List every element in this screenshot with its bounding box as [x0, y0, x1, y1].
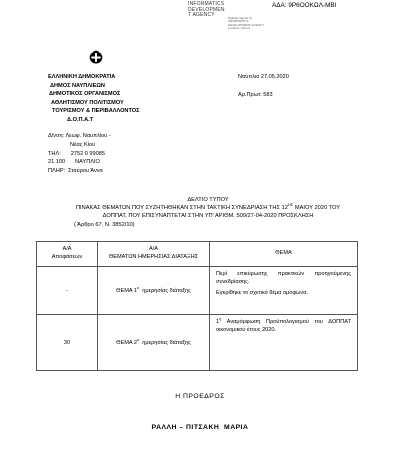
decision-number: 30 [37, 315, 98, 371]
subject-cell [210, 315, 358, 371]
title-line-2: ΠΙΝΑΚΑΣ ΘΕΜΑΤΩΝ ΠΟΥ ΣΥΖΗΤΗΘΗΚΑΝ ΣΤΗΝ ΤΑΚΤΙΚΗ ΣΥΝΕΔΡΙΑΣΗ ΤΗΣ $12^{H\Sigma}$ ΜΑΙΟΥ 2020 ΤΟΥ [75, 202, 341, 212]
stamp-subtext: Digitally signed by INFORMATICS DEVELOPMENT AGENCY Location: Athens [228, 16, 264, 31]
greek-emblem-icon [89, 50, 103, 64]
sender-line: ΔΗΜΟΤΙΚΟΣ ΟΡΓΑΝΙΣΜΟΣ [49, 91, 121, 98]
signatory-name: ΡΑΛΛΗ – ΠΙΤΣΑΚΗ ΜΑΡΙΑ [151, 424, 249, 431]
header-decision-no: Α/Α Αποφάσεων [37, 242, 98, 267]
agenda-topic: ΘΕΜΑ $2^o$ ημερησίας διάταξης [98, 315, 210, 371]
title-law-reference: ( Άρθρο 67, Ν. 3852/10) [74, 221, 135, 228]
agenda-table [36, 241, 358, 371]
info-name: Σταύρου Άννα [68, 168, 103, 175]
table-row [37, 267, 358, 315]
postcode-row [48, 158, 111, 167]
city: ΝΑΥΠΛΙΟ [75, 159, 100, 166]
info-row [48, 167, 111, 176]
info-label: ΠΛΗΡ: [48, 168, 66, 175]
postcode: 21 100 [48, 159, 66, 166]
sender-block [34, 73, 139, 125]
place-date: Ναύπλιο 27.05.2020 [238, 74, 289, 80]
press-release-title [58, 196, 358, 229]
sender-line: ΤΟΥΡΙΣΜΟΥ & ΠΕΡΙΒΑΛΛΟΝΤΟΣ [52, 108, 140, 115]
phone-label: ΤΗΛ: [48, 150, 61, 157]
title-line: ΔΕΛΤΙΟ ΤΥΠΟΥ [187, 197, 229, 203]
contact-block [48, 132, 111, 176]
subject-cell [210, 267, 358, 315]
header-topic-no: Α/Α ΘΕΜΑΤΩΝ ΗΜΕΡΗΣΙΑΣ ΔΙΑΤΑΞΗΣ [98, 242, 210, 267]
subject-text: Περί επικύρωσης πρακτικών προηγούμενης συνεδρίασης. [216, 271, 351, 285]
sender-line: ΔΗΜΟΣ ΝΑΥΠΛΙΕΩΝ [50, 82, 105, 89]
protocol-number: Αρ.Πρωτ: 583 [238, 91, 273, 98]
title-line: ΔΟΠΠΑΤ, ΠΟΥ ΕΠΙΣΥΝΑΠΤΕΤΑΙ ΣΤΗΝ ΥΠ' ΑΡΙΘΜ. 509/27-04-2020 ΠΡΟΣΚΛΗΣΗ [102, 213, 314, 220]
digital-signature-stamp [188, 1, 264, 40]
address-label: Δ/νση: Λεωφ. Ναυπλίου - [48, 133, 111, 139]
stamp-line-1: INFORMATICS [188, 1, 225, 7]
agenda-topic: ΘΕΜΑ $1^o$ ημερησίας διάταξης [98, 267, 210, 315]
phone-number: 2752 0 99085 [70, 150, 105, 157]
phone-row [48, 150, 111, 159]
table-header-row [37, 242, 358, 267]
stamp-line-3: T AGENCY [188, 12, 215, 19]
sender-line: Δ.Ο.Π.Α.Τ [67, 116, 94, 123]
sender-line: ΕΛΛΗΝΙΚΗ ΔΗΜΟΚΡΑΤΙΑ [48, 74, 116, 80]
header-subject: ΘΕΜΑ [210, 242, 358, 267]
decision-number: - [37, 267, 98, 315]
subject-text: $1^\eta$ Αναμόρφωση Προϋπολογισμού του ΔΟΠΠΑΤ οικονομικού έτους 2020. [216, 316, 351, 333]
address-continuation: Νέας Κίου [70, 141, 96, 148]
subject-outcome: Εγκρίθηκε το σχετικό θέμα ομόφωνα. [216, 289, 308, 296]
document-meta [238, 73, 289, 99]
sender-line: ΑΘΛΗΤΙΣΜΟΥ ΠΟΛΙΤΙΣΜΟΥ [51, 99, 124, 106]
ada-code: ΑΔΑ: 9Ρ6ΟΟΚΩΛ-ΜΒΙ [272, 2, 337, 9]
signatory-role: Η ΠΡΟΕΔΡΟΣ [175, 393, 225, 400]
table-row [37, 315, 358, 371]
stamp-line-2: DEVELOPMEN [188, 6, 225, 13]
